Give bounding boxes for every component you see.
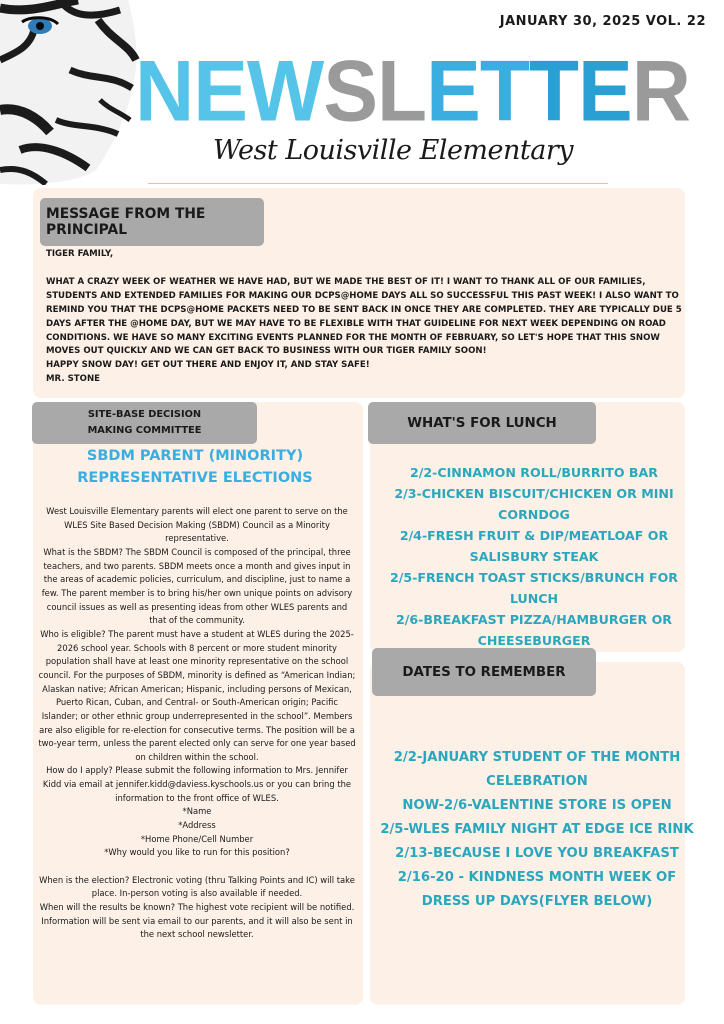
lunch-item: 2/6-BREAKFAST PIZZA/HAMBURGER OR CHEESEBURGER xyxy=(396,612,672,648)
sbdm-paragraph: When is the election? Electronic voting (thru Talking Points and IC) will take place. In-person voting is also available if needed. xyxy=(39,874,355,899)
principal-heading: MESSAGE FROM THE PRINCIPAL xyxy=(40,198,264,246)
lunch-item: 2/3-CHICKEN BISCUIT/CHICKEN OR MINI CORNDOG xyxy=(394,486,674,522)
principal-body: WHAT A CRAZY WEEK OF WEATHER WE HAVE HAD, BUT WE MADE THE BEST OF IT! I WANT TO THANK ALL OF OUR FAMILIES, STUDENTS AND EXTENDED FAMILIES FOR MAKING OUR DCPS@HOME DAYS ALL SO SUCCESSFUL THIS PAST WEEK! I ALSO WANT TO REMIND YOU THAT THE DCPS@HOME PACKETS NEED TO BE SENT BACK IN ONCE THEY ARE COMPLETED. THEY ARE TYPICALLY DUE 5 DAYS AFTER THE @HOME DAY, BUT WE MAY HAVE TO BE FLEXIBLE WITH THAT GUIDELINE FOR NEXT WEEK DEPENDING ON ROAD CONDITIONS. WE HAVE SO MANY EXCITING EVENTS PLANNED FOR THE MONTH OF FEBRUARY, SO LET'S HOPE THAT THIS SNOW MOVES OUT QUICKLY AND WE CAN GET BACK TO BUSINESS WITH OUR TIGER FAMILY SOON! xyxy=(46,276,682,357)
issue-date: JANUARY 30, 2025 VOL. 22 xyxy=(499,14,706,29)
sbdm-title: SBDM PARENT (MINORITY) REPRESENTATIVE ELECTIONS xyxy=(77,448,313,486)
principal-closing: HAPPY SNOW DAY! GET OUT THERE AND ENJOY IT, AND STAY SAFE! xyxy=(46,360,370,371)
lunch-heading: WHAT'S FOR LUNCH xyxy=(368,402,596,444)
sbdm-paragraph: What is the SBDM? The SBDM Council is composed of the principal, three teachers, and two parents. SBDM meets once a month and gives input in the areas of academic policies, curriculum, and discipline, just to name a few. The parent member is to bring his/her own unique points on advisory council issues as well as presenting ideas from other WLES parents and that of the community. xyxy=(41,546,353,626)
lunch-menu xyxy=(384,462,684,651)
sbdm-paragraph: West Louisville Elementary parents will elect one parent to serve on the WLES Site Based Decision Making (SBDM) Council as a Minority representative. xyxy=(46,506,348,544)
sbdm-paragraph: *Home Phone/Cell Number xyxy=(140,833,254,844)
title-letter: R xyxy=(631,43,690,140)
sbdm-paragraph: *Name xyxy=(182,806,212,817)
title-letter: E xyxy=(426,43,480,140)
date-item: 2/5-WLES FAMILY NIGHT AT EDGE ICE RINK xyxy=(380,822,694,837)
title-letter: T xyxy=(479,43,529,140)
dates-list xyxy=(372,746,702,914)
title-letter: W xyxy=(246,43,324,140)
sbdm-paragraph xyxy=(38,860,356,874)
sbdm-paragraph: Who is eligible? The parent must have a student at WLES during the 2025-2026 school year. Schools with 8 percent or more student minority population shall have at least one minority representative on the school council. For the purposes of SBDM, minority is defined as “American Indian; Alaskan native; African American; Hispanic, including persons of Mexican, Puerto Rican, Cuban, and Central- or South-American origin; Pacific Islander; or other ethnic group underrepresented in the school”. Members are also eligible for re-election for consecutive terms. The position will be a two-year term, unless the parent elected only can serve for one year based on children within the school. xyxy=(38,628,356,762)
sbdm-paragraph: How do I apply? Please submit the following information to Mrs. Jennifer Kidd via email at jennifer.kidd@daviess.kyschools.us or you can bring the information to the front office of WLES. xyxy=(42,765,352,803)
sbdm-paragraph: *Address xyxy=(178,820,216,831)
sbdm-body xyxy=(38,505,356,942)
principal-message xyxy=(46,248,686,387)
lunch-item: 2/4-FRESH FRUIT & DIP/MEATLOAF OR SALISBURY STEAK xyxy=(399,528,669,564)
principal-greeting: TIGER FAMILY, xyxy=(46,249,114,259)
newsletter-title xyxy=(135,43,690,140)
dates-heading: DATES TO REMEMBER xyxy=(372,648,596,696)
lunch-item: 2/2-CINNAMON ROLL/BURRITO BAR xyxy=(410,465,658,480)
principal-signature: MR. STONE xyxy=(46,374,101,385)
title-letter: E xyxy=(193,43,247,140)
tiger-mascot-icon xyxy=(0,0,140,185)
title-letter: S xyxy=(323,43,378,140)
sbdm-paragraph: When will the results be known? The highest vote recipient will be notified. Information will be sent via email to our parents, and it will also be sent in the next school newsletter. xyxy=(39,902,355,940)
date-item: 2/2-JANUARY STUDENT OF THE MONTH CELEBRATION xyxy=(393,750,681,789)
title-letter: N xyxy=(135,43,194,140)
date-item: NOW-2/6-VALENTINE STORE IS OPEN xyxy=(402,798,672,813)
title-letter: L xyxy=(377,43,427,140)
date-item: 2/16-20 - KINDNESS MONTH WEEK OF DRESS UP DAYS(FLYER BELOW) xyxy=(397,870,677,909)
header-divider xyxy=(148,183,608,184)
school-name: West Louisville Elementary xyxy=(213,135,574,166)
sbdm-label: SITE-BASE DECISION MAKING COMMITTEE xyxy=(32,402,257,444)
title-letter: E xyxy=(578,43,632,140)
sbdm-paragraph: *Why would you like to run for this position? xyxy=(104,847,290,858)
lunch-item: 2/5-FRENCH TOAST STICKS/BRUNCH FOR LUNCH xyxy=(390,570,678,606)
title-letter: T xyxy=(528,43,579,140)
date-item: 2/13-BECAUSE I LOVE YOU BREAKFAST xyxy=(395,846,679,861)
